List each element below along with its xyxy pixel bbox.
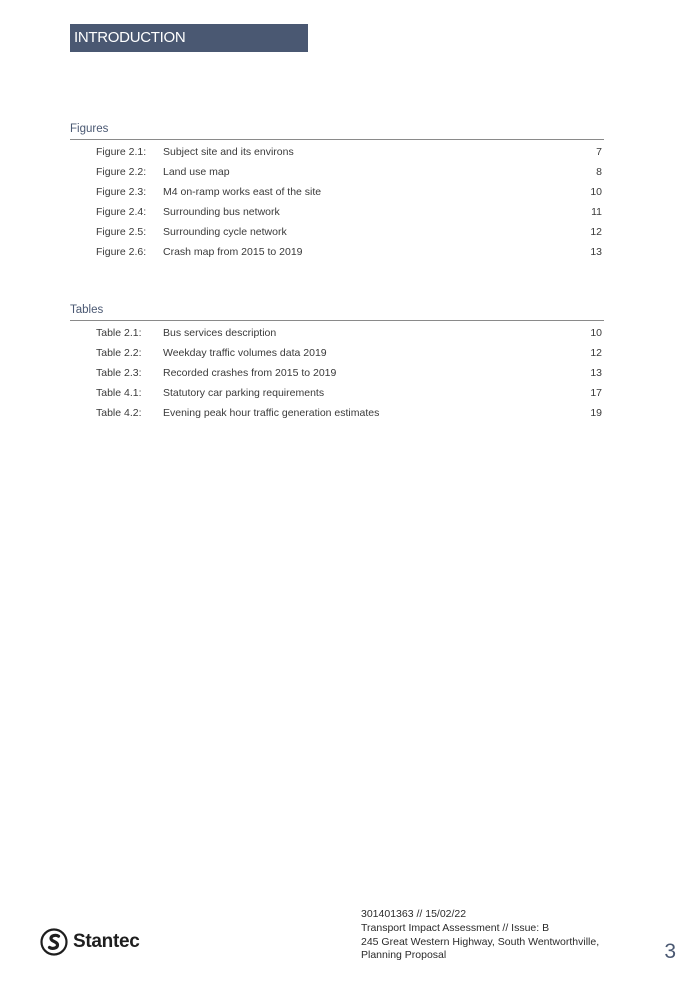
section-banner <box>70 24 308 52</box>
table-number: Table 4.2: <box>96 407 142 419</box>
figure-entry[interactable] <box>70 206 604 226</box>
table-title: Evening peak hour traffic generation estimates <box>163 407 380 419</box>
table-title: Weekday traffic volumes data 2019 <box>163 347 327 359</box>
figure-title: Surrounding bus network <box>163 206 280 218</box>
figure-entry[interactable] <box>70 226 604 246</box>
document-info <box>361 908 631 963</box>
figure-entry[interactable] <box>70 186 604 206</box>
table-title: Bus services description <box>163 327 277 339</box>
figure-number: Figure 2.5: <box>96 226 147 238</box>
figure-title: M4 on-ramp works east of the site <box>163 186 322 198</box>
figures-heading: Figures <box>70 123 604 140</box>
figure-title: Land use map <box>163 166 230 178</box>
document-address: 245 Great Western Highway, South Wentworthville, <box>361 935 600 948</box>
stantec-logo <box>40 928 150 958</box>
figure-number: Figure 2.4: <box>96 206 147 218</box>
figure-page: 7 <box>596 146 602 158</box>
figure-page: 11 <box>591 206 602 218</box>
table-number: Table 2.1: <box>96 327 142 339</box>
stantec-logo-text: Stantec <box>73 931 140 952</box>
figure-number: Figure 2.2: <box>96 166 147 178</box>
figure-title: Subject site and its environs <box>163 146 294 158</box>
section-banner-label: INTRODUCTION <box>74 29 186 46</box>
table-page: 13 <box>590 367 602 379</box>
tables-list <box>70 304 604 427</box>
table-page: 12 <box>590 347 602 359</box>
document-title: Transport Impact Assessment // Issue: B <box>361 921 550 934</box>
table-page: 10 <box>590 327 602 339</box>
figure-page: 10 <box>590 186 602 198</box>
tables-heading: Tables <box>70 304 604 321</box>
table-entry[interactable] <box>70 387 604 407</box>
figure-number: Figure 2.1: <box>96 146 147 158</box>
table-page: 17 <box>590 387 602 399</box>
document-reference: 301401363 // 15/02/22 <box>361 908 467 920</box>
figure-entry[interactable] <box>70 146 604 166</box>
document-subtitle: Planning Proposal <box>361 949 447 962</box>
table-page: 19 <box>590 407 602 419</box>
figures-list <box>70 123 604 266</box>
figure-entry[interactable] <box>70 166 604 186</box>
stantec-logo-icon <box>40 928 68 956</box>
figure-page: 12 <box>590 226 602 238</box>
table-entry[interactable] <box>70 407 604 427</box>
figure-number: Figure 2.3: <box>96 186 147 198</box>
figure-page: 8 <box>596 166 602 178</box>
table-number: Table 2.3: <box>96 367 142 379</box>
table-title: Statutory car parking requirements <box>163 387 325 399</box>
figure-title: Surrounding cycle network <box>163 226 287 238</box>
figure-page: 13 <box>590 246 602 258</box>
table-entry[interactable] <box>70 347 604 367</box>
figure-number: Figure 2.6: <box>96 246 147 258</box>
page-number: 3 <box>664 940 676 963</box>
table-title: Recorded crashes from 2015 to 2019 <box>163 367 337 379</box>
table-entry[interactable] <box>70 367 604 387</box>
table-entry[interactable] <box>70 327 604 347</box>
table-number: Table 2.2: <box>96 347 142 359</box>
table-number: Table 4.1: <box>96 387 142 399</box>
figure-entry[interactable] <box>70 246 604 266</box>
figure-title: Crash map from 2015 to 2019 <box>163 246 303 258</box>
